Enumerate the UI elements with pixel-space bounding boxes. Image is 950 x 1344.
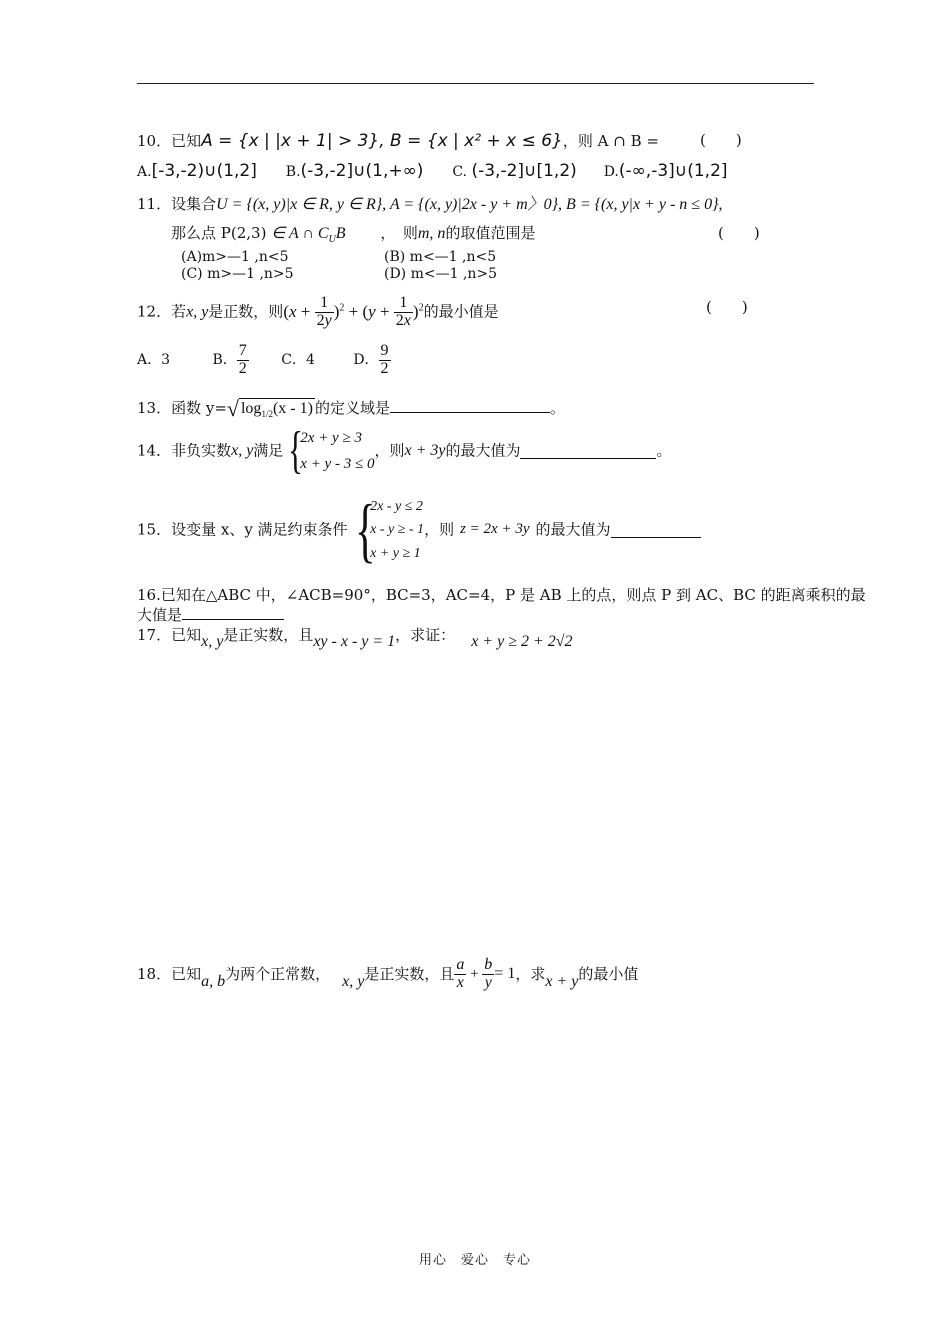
- q12-option-b: B．: [212, 352, 237, 368]
- q15-answer-blank[interactable]: [611, 523, 701, 538]
- q18-stem: 18．已知: [137, 965, 202, 983]
- q10-options: [137, 162, 728, 182]
- q10-option-b-label: B.: [285, 164, 301, 180]
- q15-system: [370, 495, 424, 564]
- q17-condition: xy - x - y = 1: [313, 633, 396, 650]
- q12-xy: x, y: [186, 303, 209, 321]
- question-15: [137, 490, 701, 570]
- q12-mid: 是正数，则: [208, 302, 284, 321]
- q10-option-a-text: [-3,-2)∪(1,2]: [151, 161, 257, 181]
- q18-ab: a, b: [201, 973, 226, 990]
- q10-option-d: [603, 161, 728, 181]
- question-14: [137, 422, 672, 480]
- q17-mid: 是正实数，且: [223, 626, 314, 644]
- q11-option-d: (D) m<—1 ,n>5: [384, 266, 498, 282]
- q18-tail: 的最小值: [578, 965, 639, 983]
- question-18: 18．已知a, b为两个正常数， x, y是正实数，且 $\frac{a}{x}$ + $\frac{b}{y}$ = 1，求x + y的最小值: [137, 955, 639, 991]
- q14-xy: x, y: [231, 442, 254, 460]
- q12-option-b-num: 7: [238, 341, 247, 359]
- q10-option-c-label: C.: [452, 164, 468, 180]
- q12-stem: 12．若: [137, 302, 187, 321]
- q17-xy: x, y: [201, 633, 224, 650]
- q11-set-b: B: [335, 225, 346, 242]
- page-footer: 用心 爱心 专心: [418, 1253, 531, 1268]
- q18-frac-a-num: a: [456, 955, 465, 973]
- q18-expression: x + y: [545, 973, 579, 990]
- q13-end: 。: [549, 399, 565, 417]
- q12-option-c: C．4: [281, 352, 315, 368]
- q15-constraint-2: x - y ≥ - 1: [370, 522, 425, 538]
- q14-answer-blank[interactable]: [520, 444, 656, 459]
- q10-option-c-text: (-3,-2]∪[1,2): [471, 161, 577, 181]
- q10-option-a: [137, 161, 257, 181]
- question-10: [137, 132, 659, 152]
- q10-option-b: [285, 161, 424, 181]
- q11-stem: 11．设集合: [137, 195, 217, 213]
- question-13: [137, 396, 565, 421]
- q11-line2: [171, 225, 535, 246]
- q12-option-b-frac: [237, 343, 249, 378]
- q14-constraint-1: 2x + y ≥ 3: [300, 430, 362, 446]
- q14-brace: {: [288, 422, 304, 480]
- q11-answer-paren: ( ): [718, 224, 760, 242]
- q18-frac-b: [482, 957, 494, 992]
- q13-arg: (x - 1): [272, 400, 313, 417]
- q16-line2: [137, 605, 284, 624]
- q15-brace: {: [354, 490, 376, 570]
- q11-ask: 的取值范围是: [445, 224, 536, 242]
- q10-option-d-text: (-∞,-3]∪(1,2]: [618, 161, 728, 181]
- header-rule: [137, 83, 814, 84]
- q17-claim: x + y ≥ 2 + 2√2: [471, 633, 573, 650]
- q18-frac-b-den: y: [484, 973, 492, 991]
- q18-ask: ，求: [515, 965, 546, 983]
- q12-frac2: $\frac{1}{2x}$: [395, 294, 411, 330]
- q15-then: ，则: [424, 520, 455, 539]
- q12-option-a: A．3: [137, 352, 171, 368]
- q13-answer-blank[interactable]: [390, 398, 550, 413]
- q11-option-a: (A)m>—1 ,n<5: [181, 249, 289, 265]
- q12-option-d: D．: [353, 352, 379, 368]
- q11-then: ， 则: [380, 224, 418, 242]
- q18-equals: = 1: [494, 965, 516, 982]
- q14-end: 。: [656, 441, 672, 460]
- q18-frac-b-num: b: [484, 955, 493, 973]
- q10-tail: ，则 A ∩ B =: [562, 132, 659, 150]
- q10-option-b-text: (-3,-2]∪(1,+∞): [300, 161, 424, 181]
- q14-system: [300, 425, 374, 478]
- q10-option-a-label: A.: [137, 164, 152, 180]
- q15-stem: 15．设变量 x、y 满足约束条件: [137, 520, 348, 539]
- q10-option-d-label: D.: [603, 164, 619, 180]
- q11-option-b: (B) m<—1 ,n<5: [384, 249, 497, 265]
- q10-sets: A = {x | |x + 1| > 3}, B = {x | x² + x ≤ 6}: [201, 131, 563, 151]
- q12-tail: 的最小值是: [423, 302, 499, 321]
- q11-mn: m, n: [417, 225, 446, 242]
- question-17: [137, 626, 573, 650]
- q14-stem: 14．非负实数: [137, 441, 232, 460]
- q18-frac-a: [454, 957, 466, 992]
- q12-option-d-num: 9: [380, 341, 389, 359]
- q15-tail: 的最大值为: [535, 520, 611, 539]
- q18-mid2: 是正实数，且: [364, 965, 455, 983]
- q14-mid: 满足: [253, 441, 284, 460]
- q12-answer-paren: ( ): [706, 298, 748, 316]
- q12-frac1: $\frac{1}{2y}$: [316, 294, 332, 330]
- q13-stem: 13．函数 y=: [137, 399, 227, 417]
- q16-stem: 大值是: [137, 606, 183, 624]
- q12-options: [137, 338, 391, 382]
- q13-sqrt: √ $\log_{1/2}(x - 1)$: [226, 396, 313, 421]
- q17-prove: ，求证：: [395, 626, 456, 644]
- q15-constraint-3: x + y ≥ 1: [370, 545, 421, 561]
- q11-option-c: (C) m>—1 ,n>5: [181, 266, 294, 282]
- q14-then: ，则: [374, 441, 405, 460]
- q15-objective: z = 2x + 3y: [460, 521, 530, 538]
- q11-point: 那么点 P(2,3): [171, 224, 267, 242]
- q13-log: log: [240, 400, 262, 417]
- q10-answer-paren: ( ): [700, 131, 742, 149]
- q12-option-b-den: 2: [238, 359, 247, 377]
- q12-expression: (x + $\frac{1}{2y}$ )$^2$ + (y + $\frac{1}{2x}$ )$^2$: [283, 294, 424, 330]
- q15-constraint-1: 2x - y ≤ 2: [370, 499, 423, 515]
- q16-line1: 16.已知在△ABC 中，∠ACB=90°，BC=3，AC=4，P 是 AB 上的点，则点 P 到 AC、BC 的距离乘积的最: [137, 586, 866, 604]
- q13-tail: 的定义域是: [314, 399, 390, 417]
- q12-option-d-den: 2: [380, 359, 389, 377]
- q12-option-d-frac: [379, 343, 391, 378]
- q14-objective: x + 3y: [404, 442, 446, 460]
- q11-complement-sub: U: [328, 234, 336, 245]
- question-12: [137, 286, 499, 335]
- q18-mid1: 为两个正常数，: [225, 965, 331, 983]
- q16-answer-blank[interactable]: [182, 605, 284, 620]
- question-11: [137, 196, 722, 214]
- q18-frac-a-den: x: [456, 973, 464, 991]
- q14-constraint-2: x + y - 3 ≤ 0: [300, 456, 375, 473]
- q10-option-c: [452, 161, 577, 181]
- q17-stem: 17．已知: [137, 626, 202, 644]
- q11-sets: U = {(x, y)|x ∈ R, y ∈ R}, A = {(x, y)|2x - y + m〉0}, B = {(x, y|x + y - n ≤ 0},: [216, 196, 723, 213]
- q14-tail: 的最大值为: [445, 441, 521, 460]
- q13-log-base: 1/2: [261, 409, 273, 420]
- q10-stem: 10．已知: [137, 132, 202, 150]
- q18-xy: x, y: [342, 973, 365, 990]
- q11-condition: ∈ A ∩ C: [271, 225, 329, 242]
